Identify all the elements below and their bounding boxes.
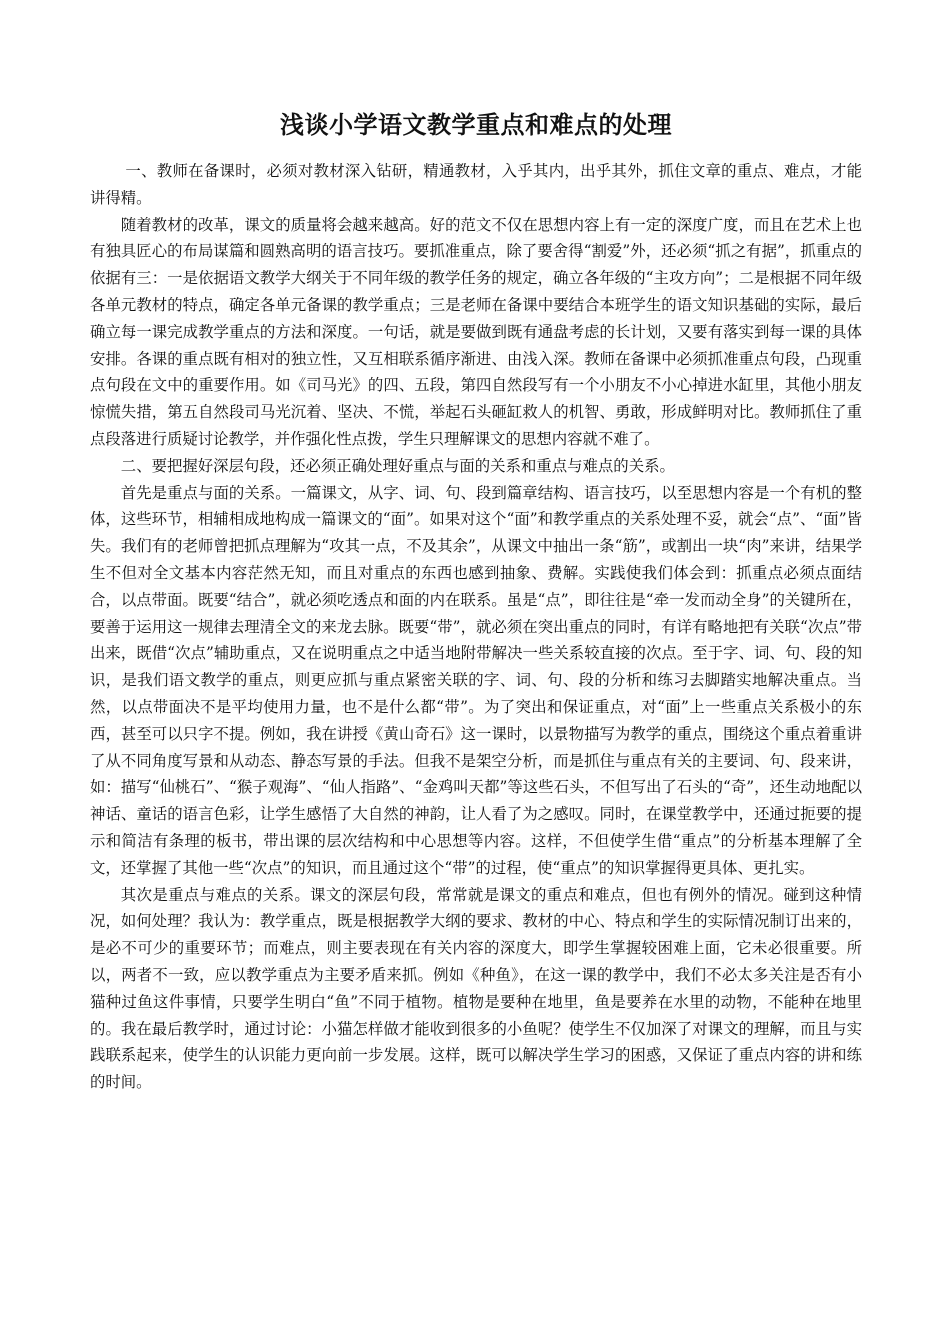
paragraph-3: 二、要把握好深层句段，还必须正确处理好重点与面的关系和重点与难点的关系。 (120, 456, 675, 475)
paragraph-2: 随着教材的改革，课文的质量将会越来越高。好的范文不仅在思想内容上有一定的深度广度，而且在艺术上也有独具匠心的布局谋篇和圆熟高明的语言技巧。要抓准重点，除了要舍得“割爱”外，还必须“抓之有据”，抓重点的依据有三：一是依据语文教学大纲关于不同年级的教学任务的规定，确立各年级的“主攻方向”；二是根据不同年级各单元教材的特点，确定各单元备课的教学重点；三是老师在备课中要结合本班学生的语文知识基础的实际，最后确立每一课完成教学重点的方法和深度。一句话，就是要做到既有通盘考虑的长计划，又要有落实到每一课的具体安排。各课的重点既有相对的独立性，又互相联系循序渐进、由浅入深。教师在备课中必须抓准重点句段，凸现重点句段在文中的重要作用。如《司马光》的四、五段，第四自然段写有一个小朋友不小心掉进水缸里，其他小朋友惊慌失措，第五自然段司马光沉着、坚决、不慌，举起石头砸缸救人的机智、勇敢，形成鲜明对比。教师抓住了重点段落进行质疑讨论教学，并作强化性点拨，学生只理解课文的思想内容就不难了。 (90, 215, 862, 448)
document-title: 浅谈小学语文教学重点和难点的处理 (280, 110, 672, 139)
paragraph-1: 一、教师在备课时，必须对教材深入钻研，精通教材，入乎其内，出乎其外，抓住文章的重点、难点，才能讲得精。 (90, 162, 862, 207)
paragraph-4: 首先是重点与面的关系。一篇课文，从字、词、句、段到篇章结构、语言技巧，以至思想内容是一个有机的整体，这些环节，相辅相成地构成一篇课文的“面”。如果对这个“面”和教学重点的关系处理不妥，就会“点”、“面”皆失。我们有的老师曾把抓点理解为“攻其一点，不及其余”，从课文中抽出一条“筋”，或割出一块“肉”来讲，结果学生不但对全文基本内容茫然无知，而且对重点的东西也感到抽象、费解。实践使我们体会到：抓重点必须点面结合，以点带面。既要“结合”，就必须吃透点和面的内在联系。虽是“点”，即往往是“牵一发而动全身”的关键所在，要善于运用这一规律去理清全文的来龙去脉。既要“带”，就必须在突出重点的同时，有详有略地把有关联“次点”带出来，既借“次点”辅助重点，又在说明重点之中适当地附带解决一些关系较直接的次点。至于字、词、句、段的知识，是我们语文教学的重点，则更应抓与重点紧密关联的字、词、句、段的分析和练习去脚踏实地解决重点。当然，以点带面决不是平均使用力量，也不是什么都“带”。为了突出和保证重点，对“面”上一些重点关系极小的东西，甚至可以只字不提。例如，我在讲授《黄山奇石》这一课时，以景物描写为教学的重点，围绕这个重点着重讲了从不同角度写景和从动态、静态写景的手法。但我不是架空分析，而是抓住与重点有关的主要词、句、段来讲，如：描写“仙桃石”、“猴子观海”、“仙人指路”、“金鸡叫天都”等这些石头，不但写出了石头的“奇”，还生动地配以神话、童话的语言色彩，让学生感悟了大自然的神韵，让人看了为之感叹。同时，在课堂教学中，还通过扼要的提示和简洁有条理的板书，带出课的层次结构和中心思想等内容。这样，不但使学生借“重点”的分析基本理解了全文，还掌握了其他一些“次点”的知识，而且通过这个“带”的过程，使“重点”的知识掌握得更具体、更扎实。 (90, 483, 862, 877)
paragraph-5: 其次是重点与难点的关系。课文的深层句段，常常就是课文的重点和难点，但也有例外的情况。碰到这种情况，如何处理？我认为：教学重点，既是根据教学大纲的要求、教材的中心、特点和学生的实际情况制订出来的，是必不可少的重要环节；而难点，则主要表现在有关内容的深度大，即学生掌握较困难上面，它未必很重要。所以，两者不一致，应以教学重点为主要矛盾来抓。例如《种鱼》，在这一课的教学中，我们不必太多关注是否有小猫种过鱼这件事情，只要学生明白“鱼”不同于植物。植物是要种在地里，鱼是要养在水里的动物，不能种在地里的。我在最后教学时，通过讨论：小猫怎样做才能收到很多的小鱼呢？使学生不仅加深了对课文的理解，而且与实践联系起来，使学生的认识能力更向前一步发展。这样，既可以解决学生学习的困惑，又保证了重点内容的讲和练的时间。 (90, 885, 862, 1092)
document-page (90, 102, 862, 1096)
